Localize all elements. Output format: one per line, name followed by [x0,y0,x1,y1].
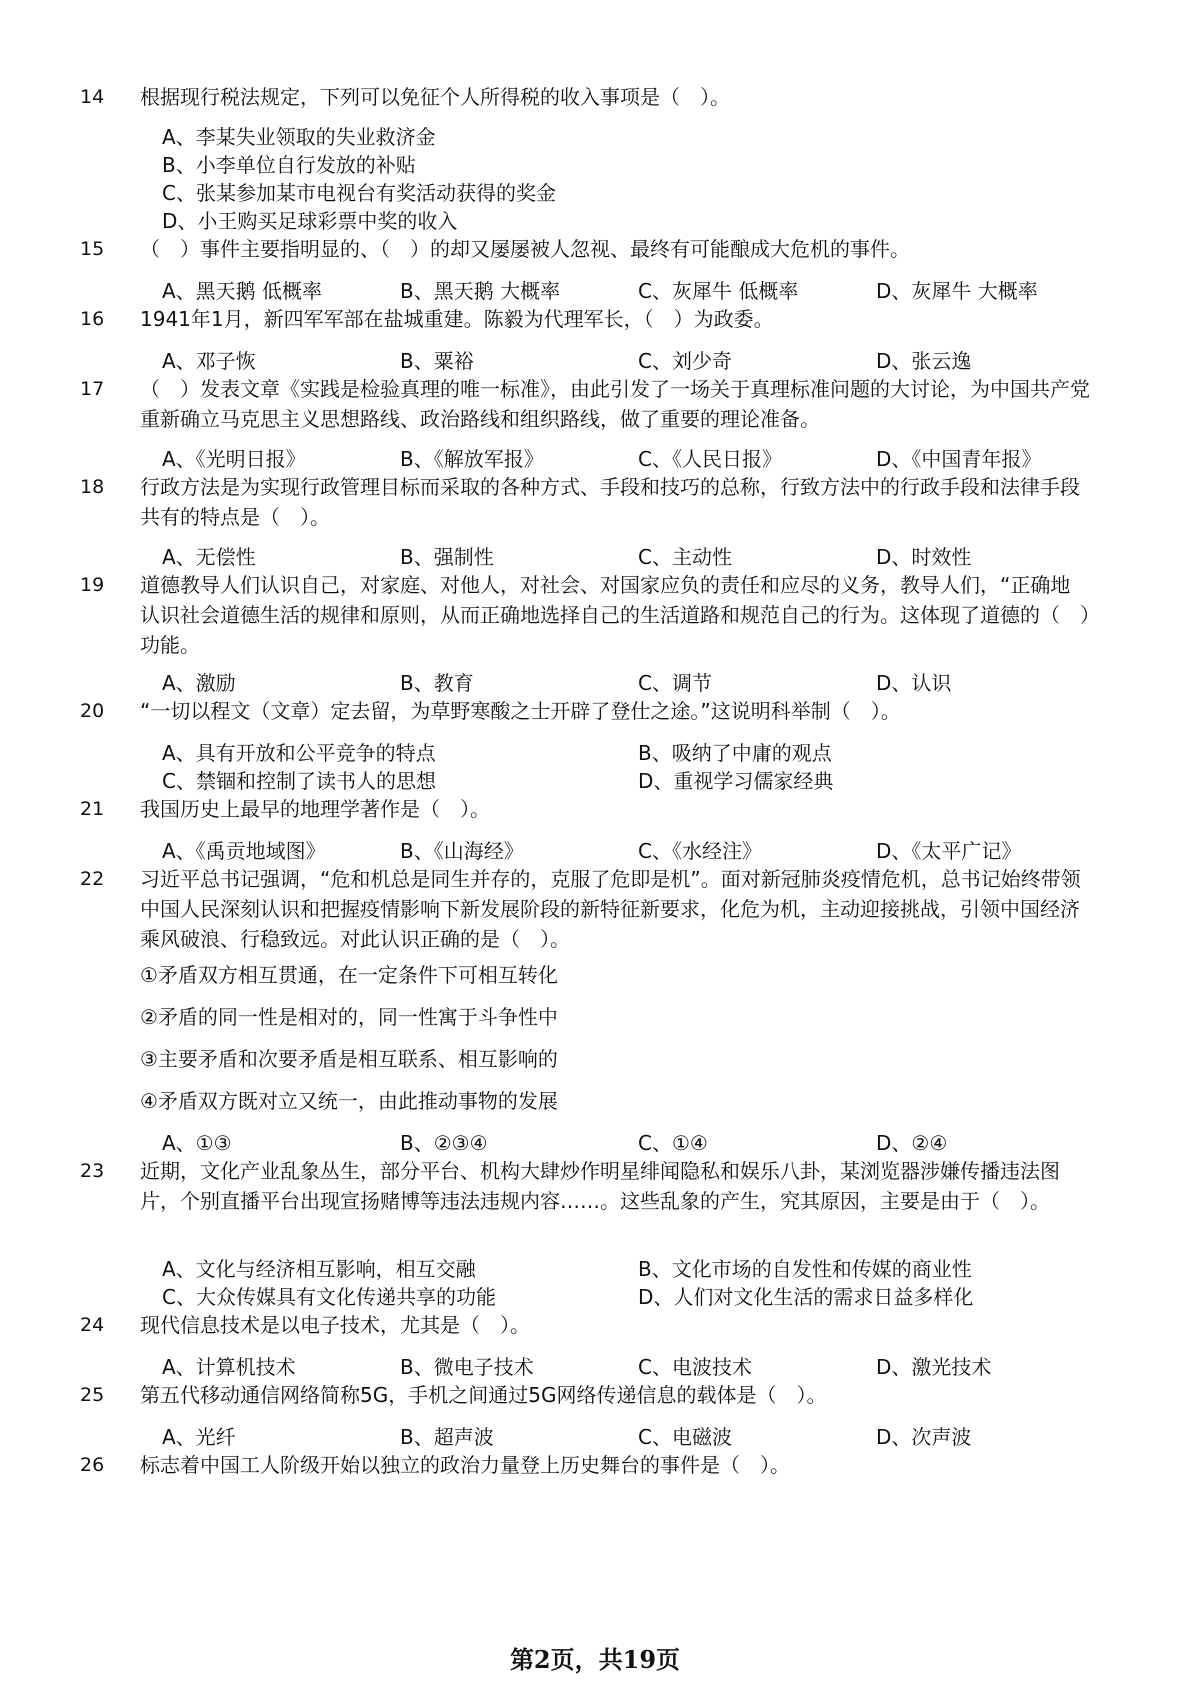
option-d: D、激光技术 [876,1355,992,1379]
question-number: 18 [80,476,105,498]
option-d: D、《太平广记》 [876,839,1022,863]
question-stem: （ ）事件主要指明显的、（ ）的却又屡屡被人忽视、最终有可能酿成大危机的事件。 [140,237,910,261]
option-b: B、微电子技术 [400,1355,534,1379]
option-c: C、灰犀牛 低概率 [638,279,799,303]
question-stem: （ ）发表文章《实践是检验真理的唯一标准》，由此引发了一场关于真理标准问题的大讨论，为中国共产党重新确立马克思主义思想路线、政治路线和组织路线，做了重要的理论准备。 [140,377,1090,431]
option-d: D、重视学习儒家经典 [638,769,834,793]
option-a: A、具有开放和公平竞争的特点 [162,741,436,765]
statement-2: ②矛盾的同一性是相对的，同一性寓于斗争性中 [140,1005,558,1029]
question-stem: 我国历史上最早的地理学著作是（ ）。 [140,797,490,821]
option-b: B、小李单位自行发放的补贴 [162,153,416,177]
option-d: D、《中国青年报》 [876,447,1042,471]
option-b: B、文化市场的自发性和传媒的商业性 [638,1257,972,1281]
option-d: D、②④ [876,1131,948,1155]
option-b: B、超声波 [400,1425,494,1449]
option-c: C、《人民日报》 [638,447,782,471]
statement-4: ④矛盾双方既对立又统一，由此推动事物的发展 [140,1089,558,1113]
option-c: C、刘少奇 [638,349,732,373]
question-stem: 第五代移动通信网络简称5G，手机之间通过5G网络传递信息的载体是（ ）。 [140,1383,827,1407]
option-c: C、①④ [638,1131,708,1155]
option-c: C、电磁波 [638,1425,732,1449]
option-a: A、文化与经济相互影响，相互交融 [162,1257,476,1281]
question-stem: “一切以程文（文章）定去留，为草野寒酸之士开辟了登仕之途。”这说明科举制（ ）。 [140,699,901,723]
question-number: 20 [80,700,105,722]
option-d: D、认识 [876,671,952,695]
question-stem: 现代信息技术是以电子技术，尤其是（ ）。 [140,1313,530,1337]
question-stem: 1941年1月，新四军军部在盐城重建。陈毅为代理军长，（ ）为政委。 [140,307,774,331]
option-a: A、邓子恢 [162,349,256,373]
option-a: A、①③ [162,1131,232,1155]
question-number: 23 [80,1160,105,1182]
question-number: 16 [80,308,105,330]
question-stem: 习近平总书记强调，“危和机总是同生并存的，克服了危即是机”。面对新冠肺炎疫情危机，总书记始终带领中国人民深刻认识和把握疫情影响下新发展阶段的新特征新要求，化危为机，主动迎接挑战，引领中国经济乘风破浪、行稳致远。对此认识正确的是（ ）。 [140,867,1081,951]
option-c: C、禁锢和控制了读书人的思想 [162,769,436,793]
option-c: C、张某参加某市电视台有奖活动获得的奖金 [162,181,556,205]
question-stem: 根据现行税法规定，下列可以免征个人所得税的收入事项是（ ）。 [140,85,730,109]
option-b: B、②③④ [400,1131,488,1155]
page-footer: 第2页，共19页 [509,1645,681,1674]
option-b: B、吸纳了中庸的观点 [638,741,832,765]
option-d: D、时效性 [876,545,972,569]
statement-1: ①矛盾双方相互贯通，在一定条件下可相互转化 [140,963,558,987]
question-number: 19 [80,574,105,596]
question-stem: 近期，文化产业乱象丛生，部分平台、机构大肆炒作明星绯闻隐私和娱乐八卦，某浏览器涉嫌传播违法图片，个别直播平台出现宣扬赌博等违法违规内容……。这些乱象的产生，究其原因，主要是由于（ ）。 [140,1159,1060,1213]
option-b: B、《山海经》 [400,839,524,863]
option-a: A、计算机技术 [162,1355,296,1379]
question-number: 21 [80,798,105,820]
option-d: D、次声波 [876,1425,972,1449]
option-a: A、黑天鹅 低概率 [162,279,323,303]
option-b: B、强制性 [400,545,494,569]
question-number: 14 [80,86,105,108]
option-d: D、张云逸 [876,349,972,373]
option-b: B、教育 [400,671,474,695]
question-stem: 标志着中国工人阶级开始以独立的政治力量登上历史舞台的事件是（ ）。 [140,1453,790,1477]
option-a: A、无偿性 [162,545,256,569]
question-number: 24 [80,1314,105,1336]
option-b: B、《解放军报》 [400,447,544,471]
option-a: A、《光明日报》 [162,447,306,471]
question-number: 22 [80,868,105,890]
option-b: B、黑天鹅 大概率 [400,279,561,303]
option-a: A、李某失业领取的失业救济金 [162,125,436,149]
option-d: D、小王购买足球彩票中奖的收入 [162,209,458,233]
question-number: 25 [80,1384,105,1406]
statement-3: ③主要矛盾和次要矛盾是相互联系、相互影响的 [140,1047,558,1071]
question-stem: 道德教导人们认识自己，对家庭、对他人，对社会、对国家应负的责任和应尽的义务，教导人们，“正确地认识社会道德生活的规律和原则，从而正确地选择自己的生活道路和规范自己的行为。这体现了道德的（ ）功能。 [140,573,1090,657]
option-d: D、灰犀牛 大概率 [876,279,1038,303]
option-c: C、大众传媒具有文化传递共享的功能 [162,1285,496,1309]
option-c: C、电波技术 [638,1355,752,1379]
question-stem: 行政方法是为实现行政管理目标而采取的各种方式、手段和技巧的总称，行致方法中的行政手段和法律手段共有的特点是（ ）。 [140,475,1080,529]
question-number: 26 [80,1454,105,1476]
option-a: A、《禹贡地域图》 [162,839,326,863]
option-d: D、人们对文化生活的需求日益多样化 [638,1285,974,1309]
question-number: 15 [80,238,105,260]
option-c: C、主动性 [638,545,732,569]
question-number: 17 [80,378,105,400]
option-a: A、光纤 [162,1425,236,1449]
option-a: A、激励 [162,671,236,695]
option-b: B、粟裕 [400,349,474,373]
option-c: C、《水经注》 [638,839,762,863]
option-c: C、调节 [638,671,712,695]
